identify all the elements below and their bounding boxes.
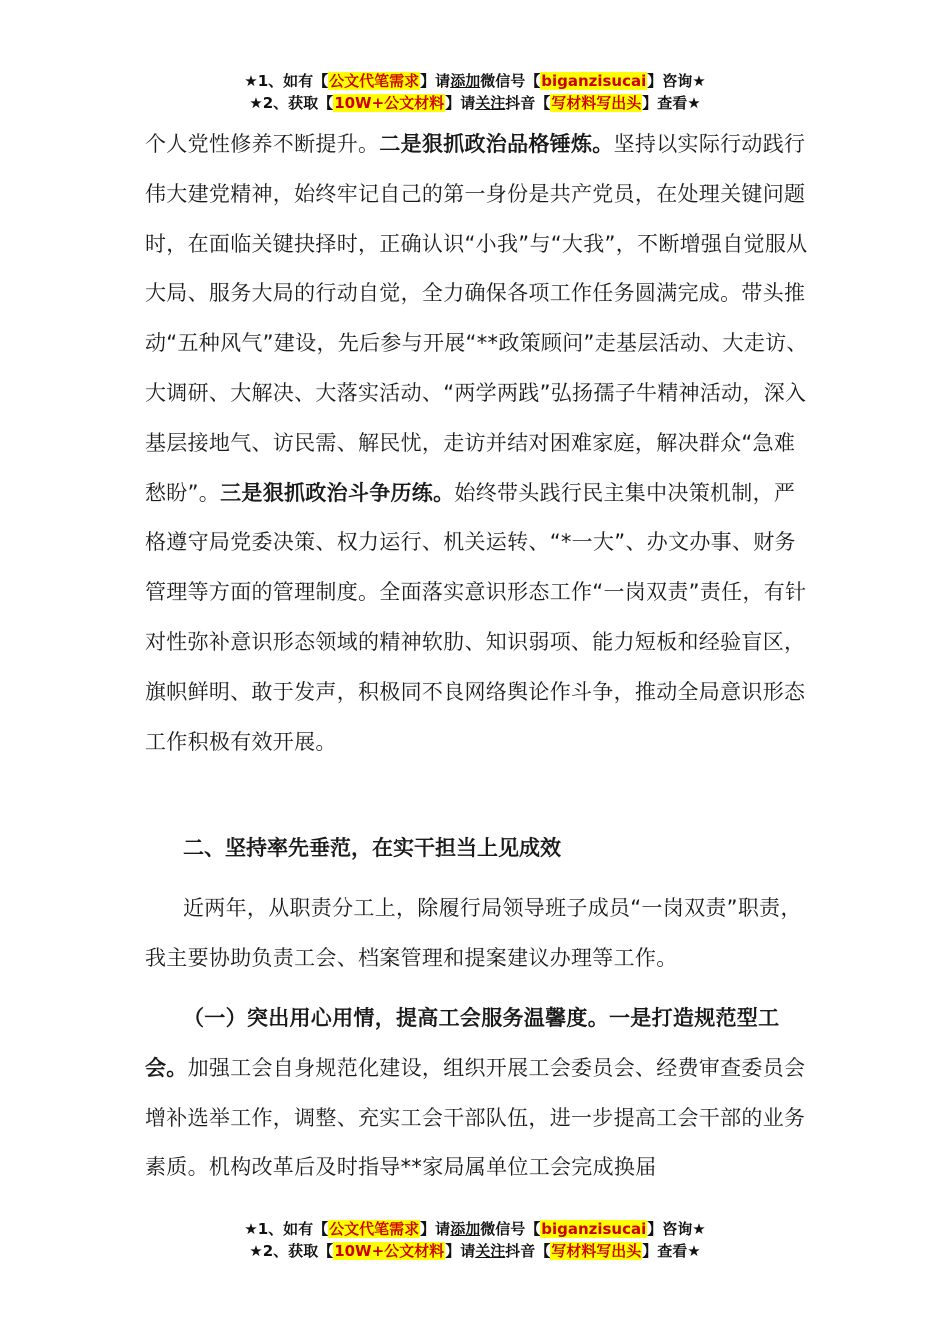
paragraph-1: 个人党性修养不断提升。二是狠抓政治品格锤炼。坚持以实际行动践行伟大建党精神，始终牢记自己的第一身份是共产党员，在处理关键问题时，在面临关键抉择时，正确认识“小我”与“大我”，不断增强自觉服从大局、服务大局的行动自觉，全力确保各项工作任务圆满完成。带头推动“五种风气”建设，先后参与开展“**政策顾问”走基层活动、大走访、大调研、大解决、大落实活动、“两学两践”弘扬孺子牛精神活动，深入基层接地气、访民需、解民忧，走访并结对困难家庭，解决群众“急难愁盼”。三是狠抓政治斗争历练。始终带头践行民主集中决策机制，严格遵守局党委决策、权力运行、机关运转、“*一大”、办文办事、财务管理等方面的管理制度。全面落实意识形态工作“一岗双责”责任，有针对性弥补意识形态领域的精神软肋、知识弱项、能力短板和经验盲区，旗帜鲜明、敢于发声，积极同不良网络舆论作斗争，推动全局意识形态工作积极有效开展。 [145, 132, 808, 754]
douyin-account: 写材料写出头 [551, 94, 642, 112]
notice-highlight: 公文代笔需求 [329, 1220, 420, 1238]
footer-notice [0, 1218, 950, 1262]
notice-line-2: ★2、获取【10W+公文材料】请关注抖音【写材料写出头】查看★ [249, 94, 701, 112]
notice-highlight: 10W+公文材料 [334, 1242, 445, 1260]
bold-phrase: 三是狠抓政治斗争历练。 [220, 480, 455, 505]
notice-line-2: ★2、获取【10W+公文材料】请关注抖音【写材料写出头】查看★ [249, 1242, 701, 1260]
paragraph-2: 近两年，从职责分工上，除履行局领导班子成员“一岗双责”职责，我主要协助负责工会、档案管理和提案建议办理等工作。 [145, 896, 802, 970]
notice-line-1: ★1、如有【公文代笔需求】请添加微信号【biganzisucai】咨询★ [244, 72, 706, 90]
bold-phrase: （一）突出用心用情，提高工会服务温馨度。一是打造规范型工会。 [145, 1006, 780, 1080]
bold-phrase: 二是狠抓政治品格锤炼。 [379, 132, 614, 156]
section-heading: 二、坚持率先垂范，在实干担当上见成效 [183, 836, 561, 860]
paragraph-3: （一）突出用心用情，提高工会服务温馨度。一是打造规范型工会。加强工会自身规范化建设，组织开展工会委员会、经费审查委员会增补选举工作，调整、充实工会干部队伍，进一步提高工会干部的业务素质。机构改革后及时指导**家局属单位工会完成换届 [145, 1006, 806, 1180]
douyin-account: 写材料写出头 [551, 1242, 642, 1260]
header-notice [0, 70, 950, 114]
wechat-id: biganzisucai [541, 1220, 647, 1238]
notice-highlight: 公文代笔需求 [329, 72, 420, 90]
wechat-id: biganzisucai [541, 72, 647, 90]
notice-highlight: 10W+公文材料 [334, 94, 445, 112]
notice-line-1: ★1、如有【公文代笔需求】请添加微信号【biganzisucai】咨询★ [244, 1220, 706, 1238]
